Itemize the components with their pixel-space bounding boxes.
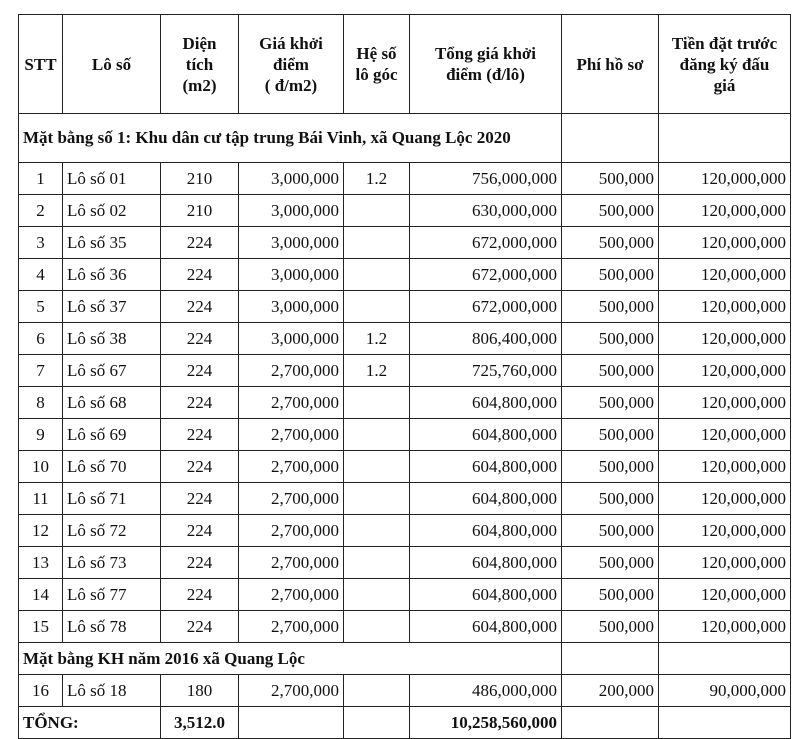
table-row [19, 323, 791, 355]
cell-area: 224 [161, 611, 239, 643]
cell-area: 224 [161, 355, 239, 387]
cell-area: 210 [161, 163, 239, 195]
cell-stt: 5 [19, 291, 63, 323]
cell-stt: 8 [19, 387, 63, 419]
cell-stt: 12 [19, 515, 63, 547]
cell-start-price: 2,700,000 [239, 675, 344, 707]
cell-start-price: 2,700,000 [239, 547, 344, 579]
cell-deposit: 120,000,000 [659, 355, 791, 387]
cell-lot: Lô số 02 [63, 195, 161, 227]
header-area: Diện tích (m2) [161, 15, 239, 114]
cell-lot: Lô số 37 [63, 291, 161, 323]
cell-fee: 200,000 [562, 675, 659, 707]
cell-start-price: 2,700,000 [239, 483, 344, 515]
cell-corner-coefficient: 1.2 [344, 355, 410, 387]
cell-deposit: 120,000,000 [659, 451, 791, 483]
cell-area: 224 [161, 547, 239, 579]
cell-area: 224 [161, 259, 239, 291]
cell-deposit: 120,000,000 [659, 323, 791, 355]
cell-area: 224 [161, 387, 239, 419]
cell-total-price: 672,000,000 [410, 259, 562, 291]
cell-lot: Lô số 67 [63, 355, 161, 387]
cell-area: 224 [161, 323, 239, 355]
cell-fee: 500,000 [562, 163, 659, 195]
cell-start-price: 3,000,000 [239, 291, 344, 323]
cell-lot: Lô số 68 [63, 387, 161, 419]
cell-lot: Lô số 35 [63, 227, 161, 259]
cell-area: 224 [161, 515, 239, 547]
cell-total-price: 486,000,000 [410, 675, 562, 707]
cell-deposit: 120,000,000 [659, 483, 791, 515]
cell-corner-coefficient [344, 675, 410, 707]
cell-fee: 500,000 [562, 451, 659, 483]
cell-start-price: 2,700,000 [239, 355, 344, 387]
cell-stt: 3 [19, 227, 63, 259]
cell-fee: 500,000 [562, 387, 659, 419]
cell-stt: 2 [19, 195, 63, 227]
table-row [19, 163, 791, 195]
table-row [19, 515, 791, 547]
cell-start-price: 3,000,000 [239, 323, 344, 355]
empty-cell [344, 707, 410, 739]
cell-corner-coefficient [344, 227, 410, 259]
cell-corner-coefficient: 1.2 [344, 323, 410, 355]
auction-lots-table [18, 14, 791, 739]
cell-area: 224 [161, 483, 239, 515]
total-label: TỔNG: [19, 707, 161, 739]
cell-stt: 13 [19, 547, 63, 579]
cell-area: 224 [161, 419, 239, 451]
cell-lot: Lô số 78 [63, 611, 161, 643]
section-row [19, 114, 791, 163]
cell-deposit: 120,000,000 [659, 259, 791, 291]
cell-deposit: 120,000,000 [659, 515, 791, 547]
cell-stt: 6 [19, 323, 63, 355]
empty-cell [562, 707, 659, 739]
cell-lot: Lô số 71 [63, 483, 161, 515]
cell-fee: 500,000 [562, 483, 659, 515]
cell-area: 224 [161, 291, 239, 323]
cell-corner-coefficient [344, 547, 410, 579]
cell-corner-coefficient [344, 579, 410, 611]
cell-area: 224 [161, 227, 239, 259]
table-row [19, 611, 791, 643]
table-row [19, 387, 791, 419]
table-row [19, 195, 791, 227]
cell-deposit: 120,000,000 [659, 291, 791, 323]
cell-fee: 500,000 [562, 259, 659, 291]
cell-start-price: 3,000,000 [239, 163, 344, 195]
cell-total-price: 604,800,000 [410, 483, 562, 515]
cell-start-price: 2,700,000 [239, 579, 344, 611]
table-row [19, 355, 791, 387]
empty-cell [562, 643, 659, 675]
cell-total-price: 604,800,000 [410, 515, 562, 547]
cell-total-price: 604,800,000 [410, 419, 562, 451]
total-row [19, 707, 791, 739]
cell-deposit: 90,000,000 [659, 675, 791, 707]
cell-stt: 14 [19, 579, 63, 611]
empty-cell [659, 114, 791, 163]
cell-area: 224 [161, 451, 239, 483]
cell-total-price: 604,800,000 [410, 611, 562, 643]
cell-total-price: 725,760,000 [410, 355, 562, 387]
cell-fee: 500,000 [562, 291, 659, 323]
cell-lot: Lô số 01 [63, 163, 161, 195]
cell-lot: Lô số 38 [63, 323, 161, 355]
cell-deposit: 120,000,000 [659, 611, 791, 643]
cell-start-price: 3,000,000 [239, 227, 344, 259]
cell-area: 210 [161, 195, 239, 227]
table-row [19, 547, 791, 579]
cell-corner-coefficient [344, 387, 410, 419]
empty-cell [562, 114, 659, 163]
table-row [19, 675, 791, 707]
cell-area: 180 [161, 675, 239, 707]
cell-lot: Lô số 77 [63, 579, 161, 611]
table-row [19, 483, 791, 515]
cell-stt: 9 [19, 419, 63, 451]
table-body [19, 114, 791, 739]
table-row [19, 451, 791, 483]
cell-total-price: 604,800,000 [410, 451, 562, 483]
section-row [19, 643, 791, 675]
cell-corner-coefficient [344, 259, 410, 291]
cell-deposit: 120,000,000 [659, 579, 791, 611]
cell-fee: 500,000 [562, 227, 659, 259]
cell-stt: 11 [19, 483, 63, 515]
cell-fee: 500,000 [562, 323, 659, 355]
cell-total-price: 604,800,000 [410, 387, 562, 419]
cell-fee: 500,000 [562, 419, 659, 451]
empty-cell [659, 643, 791, 675]
cell-total-price: 630,000,000 [410, 195, 562, 227]
cell-corner-coefficient: 1.2 [344, 163, 410, 195]
cell-start-price: 2,700,000 [239, 451, 344, 483]
cell-fee: 500,000 [562, 195, 659, 227]
cell-stt: 10 [19, 451, 63, 483]
cell-deposit: 120,000,000 [659, 419, 791, 451]
section-title: Mặt bằng số 1: Khu dân cư tập trung Bái Vinh, xã Quang Lộc 2020 [19, 114, 562, 163]
cell-lot: Lô số 70 [63, 451, 161, 483]
table-row [19, 227, 791, 259]
cell-lot: Lô số 18 [63, 675, 161, 707]
cell-deposit: 120,000,000 [659, 163, 791, 195]
header-stt: STT [19, 15, 63, 114]
empty-cell [239, 707, 344, 739]
header-lot: Lô số [63, 15, 161, 114]
cell-lot: Lô số 36 [63, 259, 161, 291]
cell-corner-coefficient [344, 483, 410, 515]
header-start-price: Giá khởi điểm ( đ/m2) [239, 15, 344, 114]
cell-total-price: 672,000,000 [410, 227, 562, 259]
cell-fee: 500,000 [562, 611, 659, 643]
header-deposit: Tiền đặt trước đăng ký đấu giá [659, 15, 791, 114]
cell-total-price: 756,000,000 [410, 163, 562, 195]
table-row [19, 291, 791, 323]
cell-corner-coefficient [344, 515, 410, 547]
cell-stt: 1 [19, 163, 63, 195]
cell-total-price: 806,400,000 [410, 323, 562, 355]
table-row [19, 579, 791, 611]
cell-lot: Lô số 69 [63, 419, 161, 451]
cell-lot: Lô số 73 [63, 547, 161, 579]
cell-fee: 500,000 [562, 355, 659, 387]
empty-cell [659, 707, 791, 739]
cell-total-price: 604,800,000 [410, 547, 562, 579]
table-row [19, 259, 791, 291]
cell-deposit: 120,000,000 [659, 195, 791, 227]
cell-deposit: 120,000,000 [659, 387, 791, 419]
header-row [19, 15, 791, 114]
cell-stt: 16 [19, 675, 63, 707]
cell-start-price: 2,700,000 [239, 387, 344, 419]
cell-fee: 500,000 [562, 515, 659, 547]
cell-start-price: 2,700,000 [239, 515, 344, 547]
section-title: Mặt bằng KH năm 2016 xã Quang Lộc [19, 643, 562, 675]
header-corner-coefficient: Hệ số lô góc [344, 15, 410, 114]
cell-lot: Lô số 72 [63, 515, 161, 547]
table-row [19, 419, 791, 451]
cell-deposit: 120,000,000 [659, 227, 791, 259]
cell-stt: 4 [19, 259, 63, 291]
cell-start-price: 2,700,000 [239, 419, 344, 451]
cell-start-price: 3,000,000 [239, 195, 344, 227]
cell-total-price: 672,000,000 [410, 291, 562, 323]
cell-corner-coefficient [344, 195, 410, 227]
cell-fee: 500,000 [562, 579, 659, 611]
cell-corner-coefficient [344, 419, 410, 451]
header-fee: Phí hồ sơ [562, 15, 659, 114]
total-area: 3,512.0 [161, 707, 239, 739]
cell-corner-coefficient [344, 451, 410, 483]
cell-total-price: 604,800,000 [410, 579, 562, 611]
header-total-price: Tổng giá khởi điểm (đ/lô) [410, 15, 562, 114]
cell-corner-coefficient [344, 611, 410, 643]
cell-stt: 7 [19, 355, 63, 387]
cell-corner-coefficient [344, 291, 410, 323]
total-price-sum: 10,258,560,000 [410, 707, 562, 739]
cell-fee: 500,000 [562, 547, 659, 579]
cell-stt: 15 [19, 611, 63, 643]
cell-start-price: 3,000,000 [239, 259, 344, 291]
cell-deposit: 120,000,000 [659, 547, 791, 579]
cell-area: 224 [161, 579, 239, 611]
cell-start-price: 2,700,000 [239, 611, 344, 643]
